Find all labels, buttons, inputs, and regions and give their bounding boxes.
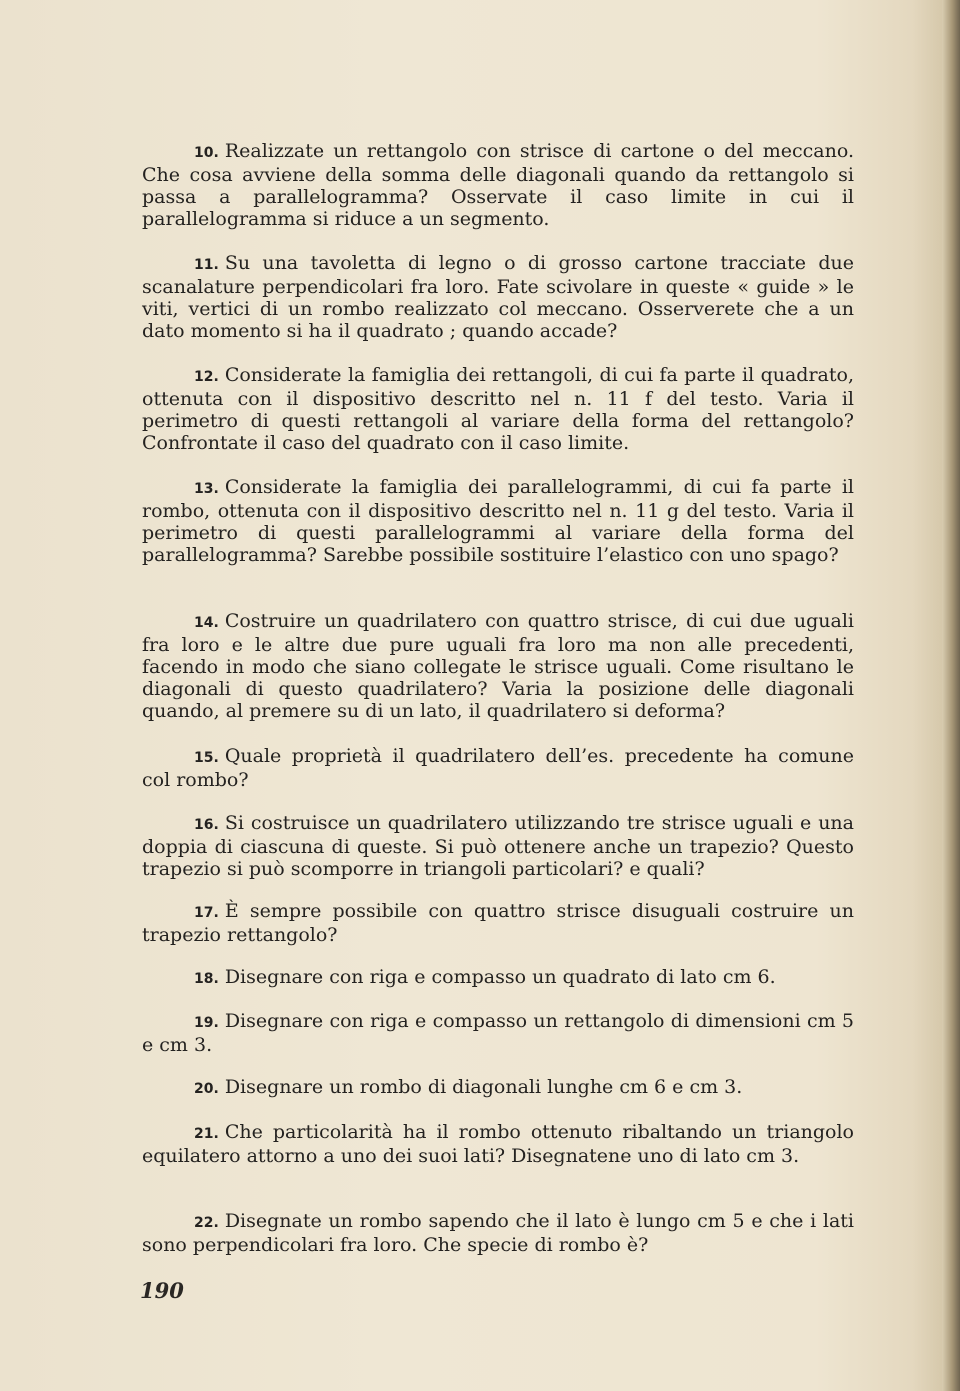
exercise-number: 15. [194,750,219,766]
exercise-10 [142,140,854,230]
exercise-20 [142,1076,854,1100]
exercise-text: Disegnate un rombo sapendo che il lato è lungo cm 5 e che i lati sono perpendicolari fra loro. Che specie di rombo è? [142,1210,854,1256]
exercise-number: 10. [194,145,219,161]
exercise-22 [142,1210,854,1256]
exercise-text: Quale proprietà il quadrilatero dell’es. precedente ha comune col rombo? [142,745,854,791]
exercise-text: Si costruisce un quadrilatero utilizzando tre strisce uguali e una doppia di ciascuna di queste. Si può ottenere anche un trapezio? Questo trapezio si può scomporre in triangoli particolari? e quali? [142,812,854,880]
exercise-14 [142,610,854,722]
exercise-number: 11. [194,257,219,273]
exercise-text: Disegnare con riga e compasso un quadrato di lato cm 6. [224,966,776,988]
exercise-11 [142,252,854,342]
exercise-number: 20. [194,1081,219,1097]
exercise-text: Disegnare un rombo di diagonali lunghe cm 6 e cm 3. [224,1076,743,1098]
exercise-17 [142,900,854,946]
exercise-13 [142,476,854,566]
exercise-text: Che particolarità ha il rombo ottenuto ribaltando un triangolo equilatero attorno a uno dei suoi lati? Disegnatene uno di lato cm 3. [142,1121,854,1167]
exercise-16 [142,812,854,880]
exercise-number: 22. [194,1215,219,1231]
exercise-number: 17. [194,905,219,921]
exercise-text: È sempre possibile con quattro strisce disuguali costruire un trapezio rettangolo? [142,900,854,946]
exercise-number: 16. [194,817,219,833]
exercise-21 [142,1121,854,1167]
exercise-text: Su una tavoletta di legno o di grosso cartone tracciate due scanalature perpendicolari fra loro. Fate scivolare in queste « guide » le viti, vertici di un rombo realizzato col meccano. Osserverete che a un dato momento si ha il quadrato ; quando accade? [142,252,854,342]
exercise-12 [142,364,854,454]
exercise-text: Considerate la famiglia dei rettangoli, di cui fa parte il quadrato, ottenuta con il dispositivo descritto nel n. 11 f del testo. Varia il perimetro di questi rettangoli al variare della forma del rettangolo? Confrontate il caso del quadrato con il caso limite. [142,364,854,454]
exercise-15 [142,745,854,791]
page-binding-edge [942,0,960,1391]
exercise-text: Disegnare con riga e compasso un rettangolo di dimensioni cm 5 e cm 3. [142,1010,854,1056]
exercise-18 [142,966,854,990]
exercise-19 [142,1010,854,1056]
exercise-number: 12. [194,369,219,385]
exercise-text: Realizzate un rettangolo con strisce di cartone o del meccano. Che cosa avviene della somma delle diagonali quando da rettangolo si passa a parallelogramma? Osservate il caso limite in cui il parallelogramma si riduce a un segmento. [142,140,854,230]
exercise-number: 19. [194,1015,219,1031]
exercise-number: 13. [194,481,219,497]
exercise-number: 14. [194,615,219,631]
page-number: 190 [140,1278,184,1303]
exercise-number: 21. [194,1126,219,1142]
exercise-text: Costruire un quadrilatero con quattro strisce, di cui due uguali fra loro e le altre due pure uguali fra loro ma non alle precedenti, facendo in modo che siano collegate le strisce uguali. Come risultano le diagonali di questo quadrilatero? Varia la posizione delle diagonali quando, al premere su di un lato, il quadrilatero si deforma? [142,610,854,722]
exercise-number: 18. [194,971,219,987]
exercise-text: Considerate la famiglia dei parallelogrammi, di cui fa parte il rombo, ottenuta con il dispositivo descritto nel n. 11 g del testo. Varia il perimetro di questi parallelogrammi al variare della forma del parallelogramma? Sarebbe possibile sostituire l’elastico con uno spago? [142,476,854,566]
